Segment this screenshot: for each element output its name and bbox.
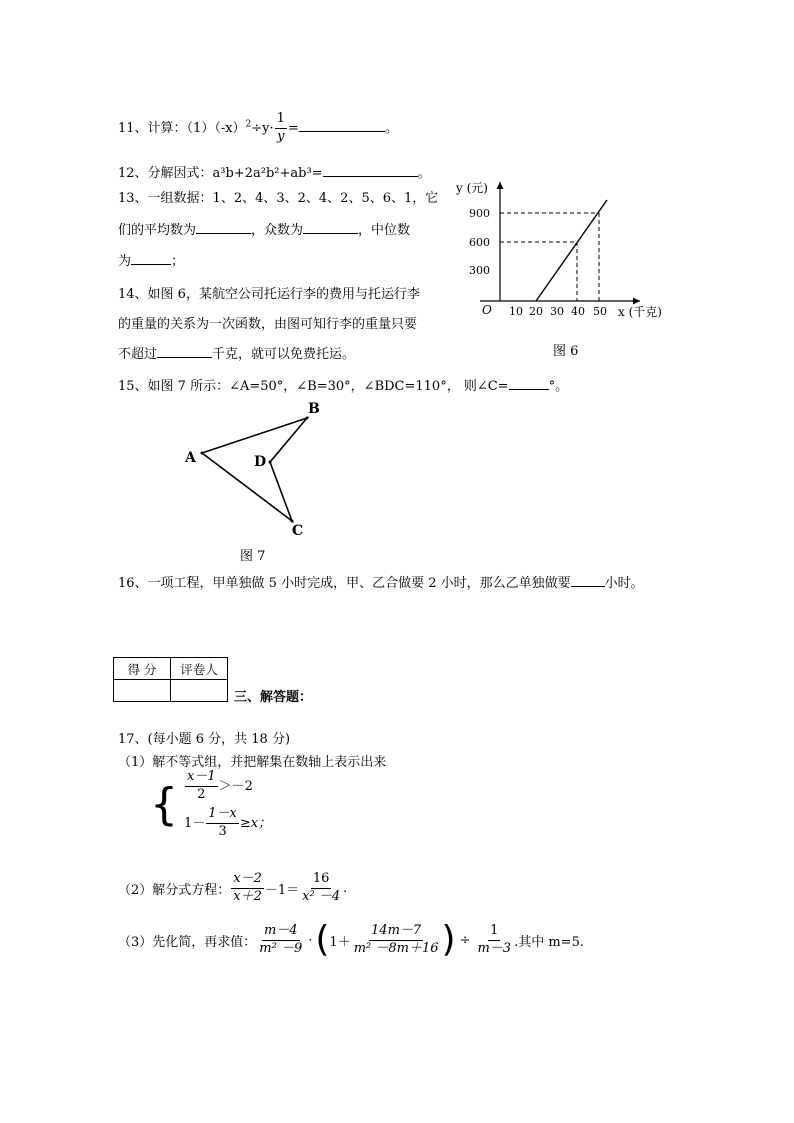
p3-one-plus: 1＋ bbox=[329, 934, 351, 950]
ineq2-den: 3 bbox=[218, 823, 227, 839]
label-d: D bbox=[254, 454, 267, 470]
grader-cell[interactable] bbox=[171, 680, 228, 702]
ineq2-rest: ≥x； bbox=[239, 815, 272, 831]
figure-7-diagram bbox=[175, 395, 335, 545]
right-paren: ) bbox=[441, 919, 456, 960]
q14-line2: 的重量的关系为一次函数，由图可知行李的重量只要 bbox=[118, 317, 418, 332]
ineq1-num: x－1 bbox=[187, 769, 216, 784]
q14-line3 bbox=[118, 343, 355, 362]
q14-prefix: 不超过 bbox=[118, 347, 158, 362]
section-3-title: 三、解答题： bbox=[234, 690, 313, 705]
p3-div: ÷ bbox=[459, 932, 471, 948]
q11-fraction bbox=[275, 112, 287, 145]
figure-6-caption: 图 6 bbox=[553, 344, 579, 359]
q13-median-label: ，中位数 bbox=[358, 223, 411, 238]
y-axis-label: y (元) bbox=[456, 181, 488, 195]
p3-dot: · bbox=[308, 932, 313, 948]
q13-line3 bbox=[118, 250, 184, 269]
q17-part3 bbox=[118, 919, 584, 960]
q11-mid: ÷y· bbox=[251, 120, 274, 136]
p3-f1-num: m－4 bbox=[263, 922, 298, 938]
p3-f2-den: m² －8m＋16 bbox=[353, 940, 439, 956]
q16-text-b: 小时。 bbox=[604, 576, 644, 591]
ineq1-rest: ＞－2 bbox=[218, 778, 253, 794]
q11-exponent: 2 bbox=[245, 119, 252, 130]
p2-f2-den: x² －4 bbox=[302, 888, 341, 904]
q12-answer-blank[interactable] bbox=[323, 176, 418, 177]
q11-den: y bbox=[277, 128, 285, 144]
p2-mid: －1＝ bbox=[264, 882, 300, 898]
q17-part2 bbox=[118, 872, 347, 905]
q11-prefix: 11、计算：（1）（-x） bbox=[118, 120, 246, 136]
p3-f3-num: 1 bbox=[488, 924, 500, 941]
p3-f1-den: m² －9 bbox=[259, 940, 303, 956]
question-12 bbox=[118, 162, 431, 181]
x-axis-label: x (千克) bbox=[618, 305, 662, 319]
point-d bbox=[269, 461, 272, 464]
label-c: C bbox=[292, 523, 304, 539]
p2-end: . bbox=[343, 880, 348, 896]
q15-text: 15、如图 7 所示：∠A=50°，∠B=30°，∠BDC=110°， 则∠C= bbox=[118, 379, 509, 394]
inequality-system bbox=[150, 770, 271, 840]
p3-f2-num: 14m－7 bbox=[371, 922, 422, 938]
q17-header: 17、(每小题 6 分，共 18 分) bbox=[118, 732, 291, 747]
q12-text: 12、分解因式：a³b+2a²b²+ab³= bbox=[118, 166, 323, 181]
ineq1-den: 2 bbox=[197, 786, 206, 802]
q13-mean-blank[interactable] bbox=[196, 233, 251, 234]
cost-line bbox=[536, 200, 607, 301]
figure-6-graph bbox=[455, 176, 695, 356]
x-tick-50: 50 bbox=[593, 305, 607, 318]
p3-end: .其中 m=5. bbox=[514, 934, 584, 950]
label-b: B bbox=[308, 401, 320, 417]
left-paren: ( bbox=[315, 919, 330, 960]
ineq2-num: 1－x bbox=[208, 805, 237, 821]
question-11 bbox=[118, 112, 398, 145]
q13-semicolon: ； bbox=[171, 254, 185, 269]
score-table bbox=[113, 657, 228, 702]
x-tick-20: 20 bbox=[529, 305, 543, 318]
q16-answer-blank[interactable] bbox=[571, 586, 605, 587]
x-tick-40: 40 bbox=[571, 305, 585, 318]
point-a bbox=[201, 452, 204, 455]
ineq2-pre: 1－ bbox=[184, 815, 206, 831]
q14-line1: 14、如图 6，某航空公司托运行李的费用与托运行李 bbox=[118, 287, 420, 302]
score-cell[interactable] bbox=[114, 680, 171, 702]
q11-eq: = bbox=[287, 120, 299, 136]
q13-median-blank[interactable] bbox=[131, 264, 171, 265]
inequality-1 bbox=[184, 770, 271, 803]
left-brace: { bbox=[150, 778, 178, 830]
q11-end: 。 bbox=[384, 120, 398, 136]
q15-end: °。 bbox=[548, 379, 569, 394]
q13-line1: 13、一组数据：1、2、4、3、2、4、2、5、6、1，它 bbox=[118, 191, 439, 206]
p2-f2-num: 16 bbox=[311, 872, 332, 889]
q13-median-label-2: 为 bbox=[118, 254, 132, 269]
q13-mean-label: 们的平均数为 bbox=[118, 223, 197, 238]
p3-f3-den: m－3 bbox=[477, 940, 512, 956]
q16-text-a: 16、一项工程，甲单独做 5 小时完成，甲、乙合做要 2 小时，那么乙单独做要 bbox=[118, 576, 571, 591]
p2-f1-den: x＋2 bbox=[233, 888, 262, 904]
origin-label: O bbox=[482, 303, 492, 317]
q13-mode-blank[interactable] bbox=[303, 233, 358, 234]
p2-f1-num: x－2 bbox=[233, 871, 262, 886]
x-tick-30: 30 bbox=[550, 305, 564, 318]
q13-mode-label: ，众数为 bbox=[251, 223, 304, 238]
q17-part3-title: （3）先化简，再求值： bbox=[118, 934, 257, 950]
q13-line2 bbox=[118, 219, 410, 238]
q14-suffix: 千克，就可以免费托运。 bbox=[212, 347, 356, 362]
grader-header: 评卷人 bbox=[171, 658, 228, 680]
figure-7-caption: 图 7 bbox=[240, 549, 266, 564]
y-tick-300: 300 bbox=[469, 264, 490, 277]
q11-answer-blank[interactable] bbox=[299, 131, 385, 132]
label-a: A bbox=[185, 450, 196, 466]
q12-end: 。 bbox=[417, 166, 431, 181]
y-tick-900: 900 bbox=[469, 207, 490, 220]
y-tick-600: 600 bbox=[469, 236, 490, 249]
inequality-2 bbox=[184, 807, 271, 840]
question-15 bbox=[118, 375, 568, 394]
q14-answer-blank[interactable] bbox=[157, 357, 212, 358]
q17-part2-title: （2）解分式方程： bbox=[118, 882, 231, 898]
x-tick-10: 10 bbox=[509, 305, 523, 318]
q17-part1-title: （1）解不等式组，并把解集在数轴上表示出来 bbox=[118, 755, 387, 770]
q15-answer-blank[interactable] bbox=[509, 389, 549, 390]
score-header: 得 分 bbox=[114, 658, 171, 680]
question-16 bbox=[118, 572, 644, 591]
q11-num: 1 bbox=[275, 112, 287, 129]
